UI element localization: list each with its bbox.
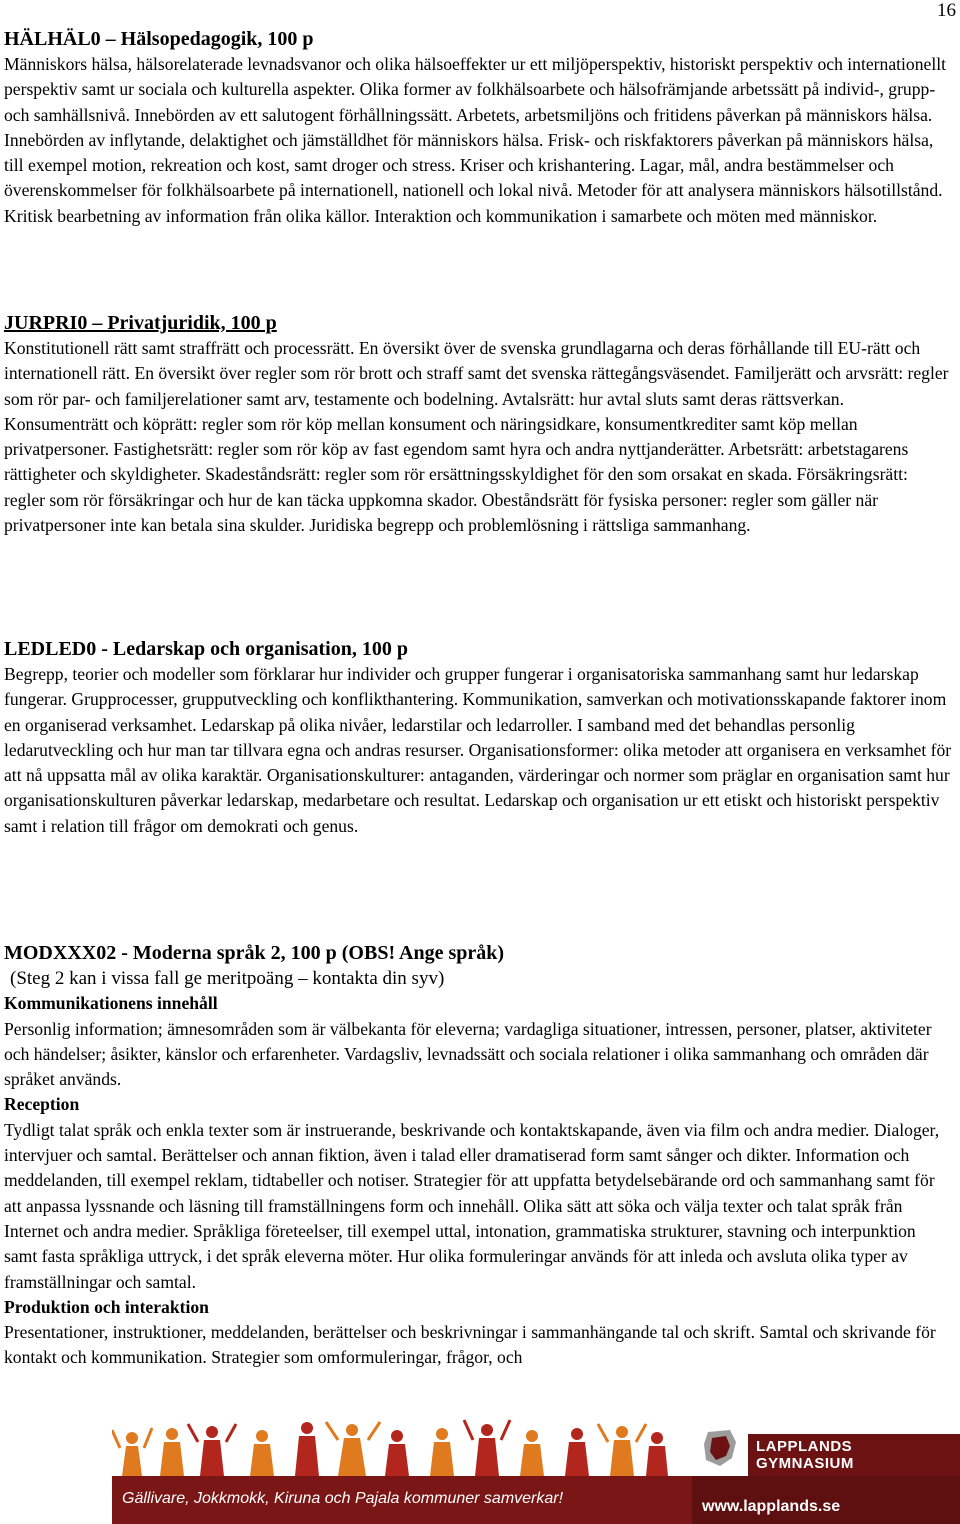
- course-title: LEDLED0 - Ledarskap och organisation, 100 p: [4, 638, 408, 660]
- logo-wordmark: LAPPLANDS GYMNASIUM: [748, 1434, 960, 1476]
- map-emblem-icon: [700, 1428, 740, 1468]
- course-section-modxxx02: [4, 940, 952, 1371]
- block-heading: Reception: [4, 1094, 80, 1115]
- course-description: Begrepp, teorier och modeller som förklarar hur individer och grupper fungerar i organisatoriska sammanhang samt hur ledarskap fungerar. Grupprocesser, grupputveckling och konflikthantering. Kommunikation, samverkan och motivationsskapande faktorer inom en organiserad verksamhet. Ledarskap på olika nivåer, ledarstilar och ledarroller. I samband med det behandlas personlig ledarutveckling och hur man tar tillvara egna och andras resurser. Organisationsformer: olika metoder att organisera en verksamhet för att nå uppsatta mål av olika karaktär. Organisationskulturer: antaganden, värderingar och normer som präglar en organisation samt hur organisationskulturen påverkar ledarskap, medarbetare och resultat. Ledarskap och organisation ur ett etiskt och historiskt perspektiv samt i relation till frågor om demokrati och genus.: [4, 664, 952, 836]
- course-section-ledled0: [4, 636, 952, 839]
- block-text: Presentationer, instruktioner, meddelanden, berättelser och beskrivningar i sammanhängande tal och skrift. Samtal och skrivande för kontakt och kommunikation. Strategier som omformuleringar, frågor, och: [4, 1322, 936, 1368]
- course-section-jurpri0: [4, 310, 952, 538]
- dancing-people-illustration: [112, 1416, 672, 1476]
- course-subtitle: (Steg 2 kan i vissa fall ge meritpoäng – kontakta din syv): [10, 968, 445, 989]
- footer-banner: [112, 1416, 960, 1524]
- course-title: MODXXX02 - Moderna språk 2, 100 p (OBS! Ange språk): [4, 942, 505, 964]
- footer-towns-text: Gällivare, Jokkmokk, Kiruna och Pajala kommuner samverkar!: [122, 1490, 564, 1507]
- page-number: 16: [937, 0, 956, 21]
- block-text: Personlig information; ämnesområden som är välbekanta för eleverna; vardagliga situationer, intressen, personer, platser, aktiviteter och händelser; åsikter, känslor och erfarenheter. Vardagsliv, levnadssätt och sociala relationer i olika sammanhang och områden där språket används.: [4, 1018, 932, 1090]
- footer-band: [112, 1476, 960, 1524]
- course-description: Människors hälsa, hälsorelaterade levnadsvanor och olika hälsoeffekter ur ett miljöperspektiv, historiskt perspektiv och internationellt perspektiv samt ur sociala och kulturella aspekter. Olika former av folkhälsoarbete och hälsofrämjande arbetssätt på individ-, grupp- och samhällsnivå. Innebörden av ett salutogent förhållningssätt. Arbetets, arbetsmiljöns och fritidens påverkan på människors hälsa. Innebörden av inflytande, delaktighet och jämställdhet för människors hälsa. Frisk- och riskfaktorers påverkan på människors hälsa, till exempel motion, rekreation och kost, samt droger och stress. Kriser och krishantering. Lagar, mål, andra bestämmelser och överenskommelser för folkhälsoarbete på internationell, nationell och lokal nivå. Metoder för att analysera människors hälsotillstånd. Kritisk bearbetning av information från olika källor. Interaktion och kommunikation i samarbete och möten med människor.: [4, 54, 946, 226]
- course-title: JURPRI0 – Privatjuridik, 100 p: [4, 312, 277, 334]
- course-title: HÄLHÄL0 – Hälsopedagogik, 100 p: [4, 28, 314, 50]
- course-description: Konstitutionell rätt samt straffrätt och processrätt. En översikt över de svenska grundlagarna och deras förhållande till EU-rätt och internationell rätt. En översikt över regler som rör brott och straff samt det svenska rättegångsväsendet. Familjerätt och arvsrätt: regler som rör par- och familjerelationer samt arv, testamente och bodelning. Avtalsrätt: hur avtal sluts samt deras rättsverkan. Konsumenträtt och köprätt: regler som rör köp mellan konsument och näringsidkare, konsumentkrediter samt köp mellan privatpersoner. Fastighetsrätt: regler som rör köp av fast egendom samt hyra och andra nyttjanderätter. Arbetsrätt: arbetstagarens rättigheter och skyldigheter. Skadeståndsrätt: regler som rör ersättningsskyldighet för den som orsakat en skada. Försäkringsrätt: regler som rör försäkringar och hur de kan täcka uppkomna skador. Obeståndsrätt för fysiska personer: regler som gäller när privatpersoner inte kan betala sina skulder. Juridiska begrepp och problemlösning i rättsliga sammanhang.: [4, 338, 949, 536]
- school-logo: [692, 1420, 960, 1476]
- block-text: Tydligt talat språk och enkla texter som är instruerande, beskrivande och kontaktskapande, även via film och andra medier. Dialoger, intervjuer och samtal. Berättelser och annan fiktion, även i talad eller dramatiserad form samt sånger och dikter. Information och meddelanden, till exempel reklam, tidtabeller och notiser. Strategier för att uppfatta betydelsebärande ord och sammanhang samt för att anpassa lyssnande och läsning till framställningens form och innehåll. Olika sätt att söka och välja texter och talat språk från Internet och andra medier. Språkliga företeelser, till exempel uttal, intonation, grammatiska strukturer, stavning och interpunktion samt fasta språkliga uttryck, i det språk eleverna möter. Hur olika formuleringar används för att inleda och avsluta olika typer av framställningar och samtal.: [4, 1119, 940, 1292]
- footer-url[interactable]: www.lapplands.se: [702, 1498, 841, 1515]
- block-heading: Kommunikationens innehåll: [4, 993, 218, 1014]
- block-heading: Produktion och interaktion: [4, 1296, 209, 1317]
- course-section-halhal0: [4, 26, 952, 229]
